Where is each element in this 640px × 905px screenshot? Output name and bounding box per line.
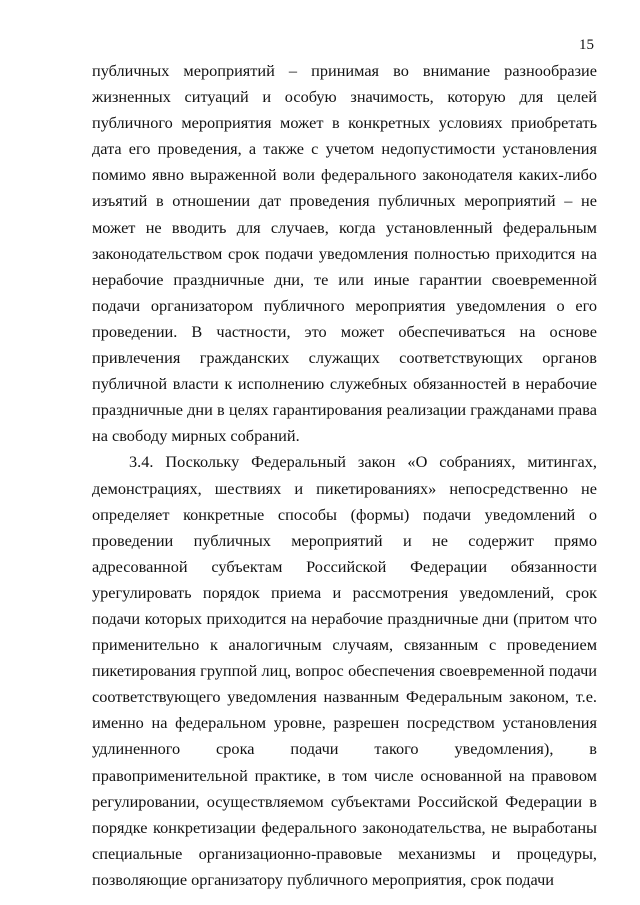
page-number: 15 (579, 37, 594, 53)
body-text (92, 58, 597, 893)
paragraph: 3.4. Поскольку Федеральный закон «О собраниях, митингах, демонстрациях, шествиях и пикетированиях» непосредственно не определяет конкретные способы (формы) подачи уведомлений о проведении публичных мероприятий и не содержит прямо адресованной субъектам Российской Федерации обязанности урегулировать порядок приема и рассмотрения уведомлений, срок подачи которых приходится на нерабочие праздничные дни (притом что применительно к аналогичным случаям, связанным с проведением пикетирования группой лиц, вопрос обеспечения своевременной подачи соответствующего уведомления названным Федеральным законом, т.е. именно на федеральном уровне, разрешен посредством установления удлиненного срока подачи такого уведомления), в правоприменительной практике, в том числе основанной на правовом регулировании, осуществляемом субъектами Российской Федерации в порядке конкретизации федерального законодательства, не выработаны специальные организационно-правовые механизмы и процедуры, позволяющие организатору публичного мероприятия, срок подачи (92, 452, 597, 889)
paragraph: публичных мероприятий – принимая во внимание разнообразие жизненных ситуаций и особую значимость, которую для целей публичного мероприятия может в конкретных условиях приобретать дата его проведения, а также с учетом недопустимости установления помимо явно выраженной воли федерального законодателя каких-либо изъятий в отношении дат проведения публичных мероприятий – не может не вводить для случаев, когда установленный федеральным законодательством срок подачи уведомления полностью приходится на нерабочие праздничные дни, те или иные гарантии своевременной подачи организатором публичного мероприятия уведомления о его проведении. В частности, это может обеспечиваться на основе привлечения гражданских служащих соответствующих органов публичной власти к исполнению служебных обязанностей в нерабочие праздничные дни в целях гарантирования реализации гражданами права на свободу мирных собраний. (92, 61, 597, 446)
